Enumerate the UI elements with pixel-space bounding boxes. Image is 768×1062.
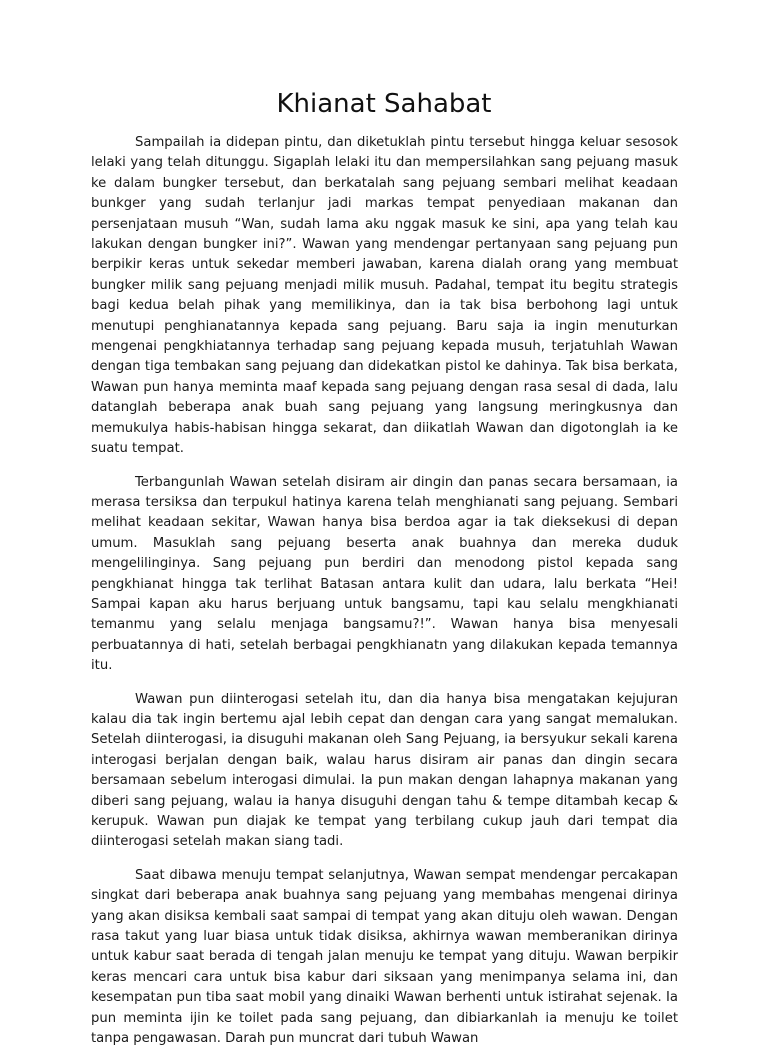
document-title: Khianat Sahabat bbox=[276, 89, 492, 119]
document-body bbox=[91, 133, 678, 1062]
paragraph-2: Terbangunlah Wawan setelah disiram air dingin dan panas secara bersamaan, ia merasa tersiksa dan terpukul hatinya karena telah menghianati sang pejuang. Sembari melihat keadaan sekitar, Wawan hanya bisa berdoa agar ia tak dieksekusi di depan umum. Masuklah sang pejuang beserta anak buahnya dan mereka duduk mengelilinginya. Sang pejuang pun berdiri dan menodong pistol kepada sang pengkhianat hingga tak terlihat Batasan antara kulit dan udara, lalu berkata “Hei! Sampai kapan aku harus berjuang untuk bangsamu, tapi kau selalu mengkhianati temanmu yang selalu menjaga bangsamu?!”. Wawan hanya bisa menyesali perbuatannya di hati, setelah berbagai pengkhianatn yang dilakukan kepada temannya itu. bbox=[91, 474, 678, 674]
paragraph-3: Wawan pun diinterogasi setelah itu, dan dia hanya bisa mengatakan kejujuran kalau dia tak ingin bertemu ajal lebih cepat dan dengan cara yang sangat memalukan. Setelah diinterogasi, ia disuguhi makanan oleh Sang Pejuang, ia bersyukur sekali karena interogasi berjalan dengan baik, walau harus disiram air panas dan dingin secara bersamaan sebelum interogasi dimulai. Ia pun makan dengan lahapnya makanan yang diberi sang pejuang, walau ia hanya disuguhi dengan tahu & tempe ditambah kecap & kerupuk. Wawan pun diajak ke tempat yang terbilang cukup jauh dari tempat dia diinterogasi setelah makan siang tadi. bbox=[91, 691, 678, 850]
paragraph-1: Sampailah ia didepan pintu, dan diketuklah pintu tersebut hingga keluar sesosok lelaki yang telah ditunggu. Sigaplah lelaki itu dan mempersilahkan sang pejuang masuk ke dalam bungker tersebut, dan berkatalah sang pejuang sembari melihat keadaan bunkger yang sudah terlanjur jadi markas tempat penyediaan makanan dan persenjataan musuh “Wan, sudah lama aku nggak masuk ke sini, apa yang telah kau lakukan dengan bungker ini?”. Wawan yang mendengar pertanyaan sang pejuang pun berpikir keras untuk sekedar memberi jawaban, karena dialah orang yang membuat bungker milik sang pejuang menjadi milik musuh. Padahal, tempat itu begitu strategis bagi kedua belah pihak yang memilikinya, dan ia tak bisa berbohong lagi untuk menutupi penghianatannya kepada sang pejuang. Baru saja ia ingin menuturkan mengenai pengkhiatannya terhadap sang pejuang kepada musuh, terjatuhlah Wawan dengan tiga tembakan sang pejuang dan didekatkan pistol ke dahinya. Tak bisa berkata, Wawan pun hanya meminta maaf kepada sang pejuang dengan rasa sesal di dada, lalu datanglah beberapa anak buah sang pejuang yang langsung meringkusnya dan memukulya habis-habisan hingga sekarat, dan diikatlah Wawan dan digotonglah ia ke suatu tempat. bbox=[91, 135, 678, 457]
paragraph-4: Saat dibawa menuju tempat selanjutnya, Wawan sempat mendengar percakapan singkat dari beberapa anak buahnya sang pejuang yang membahas mengenai dirinya yang akan disiksa kembali saat sampai di tempat yang akan dituju oleh wawan. Dengan rasa takut yang luar biasa untuk tidak disiksa, akhirnya wawan memberanikan dirinya untuk kabur saat berada di tengah jalan menuju ke tempat yang dituju. Wawan berpikir keras mencari cara untuk bisa kabur dari siksaan yang menimpanya selama ini, dan kesempatan pun tiba saat mobil yang dinaiki Wawan berhenti untuk istirahat sejenak. Ia pun meminta ijin ke toilet pada sang pejuang, dan dibiarkanlah ia menuju ke toilet tanpa pengawasan. Darah pun muncrat dari tubuh Wawan bbox=[91, 867, 678, 1047]
